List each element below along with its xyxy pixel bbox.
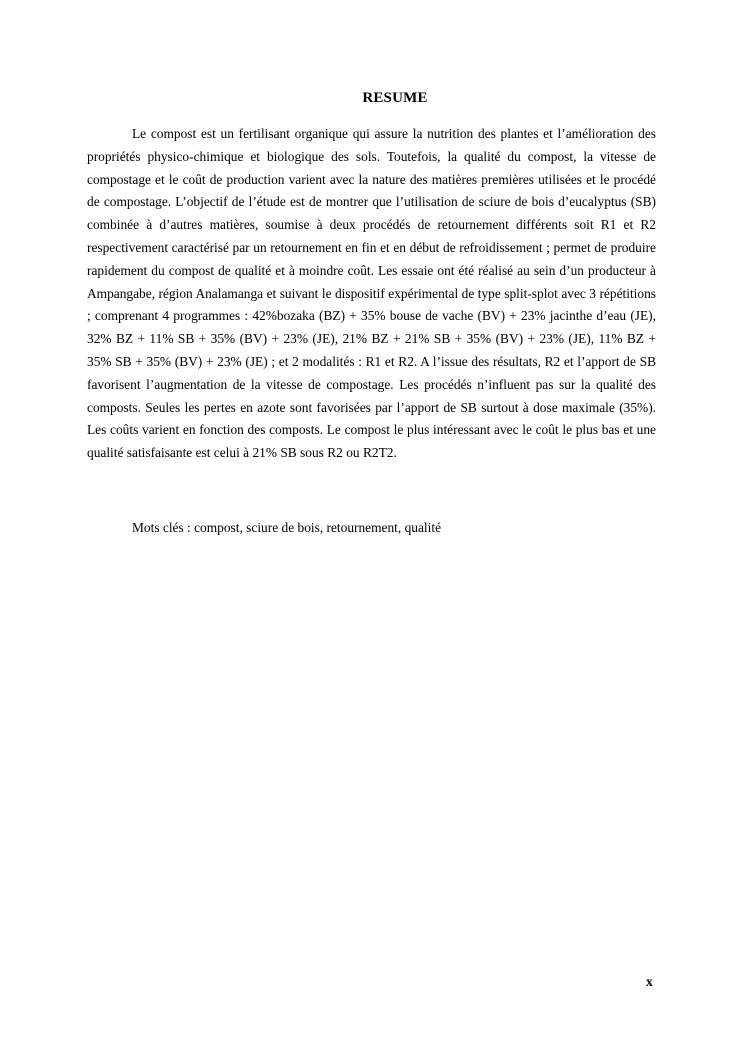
keywords-line: Mots clés : compost, sciure de bois, retournement, qualité [132,520,442,535]
abstract-paragraph: Le compost est un fertilisant organique qui assure la nutrition des plantes et l’amélioration des propriétés physico-chimique et biologique des sols. Toutefois, la qualité du compost, la vitesse de compostage et le coût de production varient avec la nature des matières premières utilisées et le procédé de compostage. L’objectif de l’étude est de montrer que l’utilisation de sciure de bois d’eucalyptus (SB) combinée à d’autres matières, soumise à deux procédés de retournement différents soit R1 et R2 respectivement caractérisé par un retournement en fin et en début de refroidissement ; permet de produire rapidement du compost de qualité et à moindre coût. Les essaie ont été réalisé au sein d’un producteur à Ampangabe, région Analamanga et suivant le dispositif expérimental de type split-splot avec 3 répétitions ; comprenant 4 programmes : 42%bozaka (BZ) + 35% bouse de vache (BV) + 23% jacinthe d’eau (JE), 32% BZ + 11% SB + 35% (BV) + 23% (JE), 21% BZ + 21% SB + 35% (BV) + 23% (JE), 11% BZ + 35% SB + 35% (BV) + 23% (JE) ; et 2 modalités : R1 et R2. A l’issue des résultats, R2 et l’apport de SB favorisent l’augmentation de la vitesse de compostage. Les procédés n’influent pas sur la qualité des composts. Seules les pertes en azote sont favorisées par l’apport de SB surtout à dose maximale (35%). Les coûts varient en fonction des composts. Le compost le plus intéressant avec le coût le plus bas et une qualité satisfaisante est celui à 21% SB sous R2 ou R2T2. [87,126,656,461]
page-title: RESUME [362,90,428,106]
page-number: x [646,974,653,989]
